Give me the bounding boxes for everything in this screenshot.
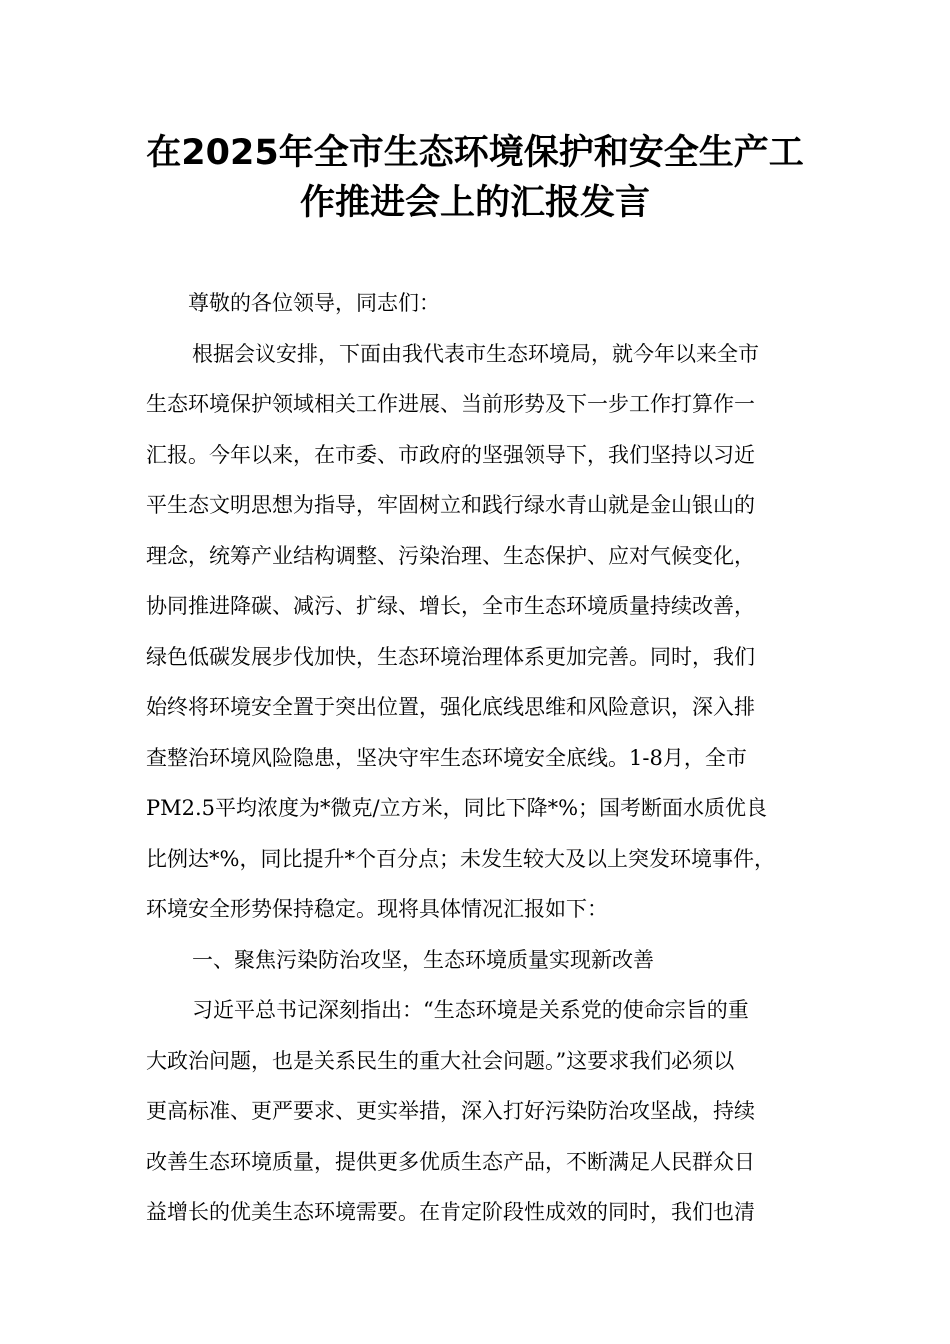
paragraph-1-line-7: 绿色低碳发展步伐加快，生态环境治理体系更加完善。同时，我们 [146,644,755,669]
paragraph-1-line-12: 环境安全形势保持稳定。现将具体情况汇报如下： [146,897,608,921]
paragraph-1-line-4: 平生态文明思想为指导，牢固树立和践行绿水青山就是金山银山的 [146,493,755,517]
paragraph-1-line-6: 协同推进降碳、减污、扩绿、增长，全市生态环境质量持续改善， [146,594,755,618]
paragraph-2-line-4: 改善生态环境质量，提供更多优质生态产品，不断满足人民群众日 [146,1149,755,1174]
paragraph-1-line-10: PM2.5平均浓度为*微克/立方米，同比下降*%；国考断面水质优良 [146,796,768,820]
paragraph-2-line-1: 习近平总书记深刻指出：“生态环境是关系党的使命宗旨的重 [192,998,749,1022]
paragraph-2-line-3: 更高标准、更严要求、更实举措，深入打好污染防治攻坚战，持续 [146,1099,755,1123]
paragraph-2-line-2: 大政治问题，也是关系民生的重大社会问题。”这要求我们必须以 [146,1048,735,1073]
paragraph-1-line-9: 查整治环境风险隐患，坚决守牢生态环境安全底线。1-8月，全市 [146,745,747,770]
section-heading-1: 一、聚焦污染防治攻坚，生态环境质量实现新改善 [192,947,654,972]
document-body [146,278,826,1238]
paragraph-1-line-11: 比例达*%，同比提升*个百分点；未发生较大及以上突发环境事件， [146,846,775,871]
title-line-2: 作推进会上的汇报发言 [299,183,650,223]
paragraph-1-line-8: 始终将环境安全置于突出位置，强化底线思维和风险意识，深入排 [146,695,755,719]
document-title [120,128,830,228]
paragraph-1-line-3: 汇报。今年以来，在市委、市政府的坚强领导下，我们坚持以习近 [146,442,755,467]
salutation: 尊敬的各位领导，同志们： [188,291,440,315]
paragraph-2-line-5: 益增长的优美生态环境需要。在肯定阶段性成效的同时，我们也清 [146,1200,755,1224]
paragraph-1-line-1: 根据会议安排，下面由我代表市生态环境局，就今年以来全市 [192,341,759,366]
paragraph-1-line-2: 生态环境保护领域相关工作进展、当前形势及下一步工作打算作一 [146,392,755,416]
paragraph-1-line-5: 理念，统筹产业结构调整、污染治理、生态保护、应对气候变化， [146,543,755,568]
title-line-1: 在2025年全市生态环境保护和安全生产工 [146,133,804,173]
